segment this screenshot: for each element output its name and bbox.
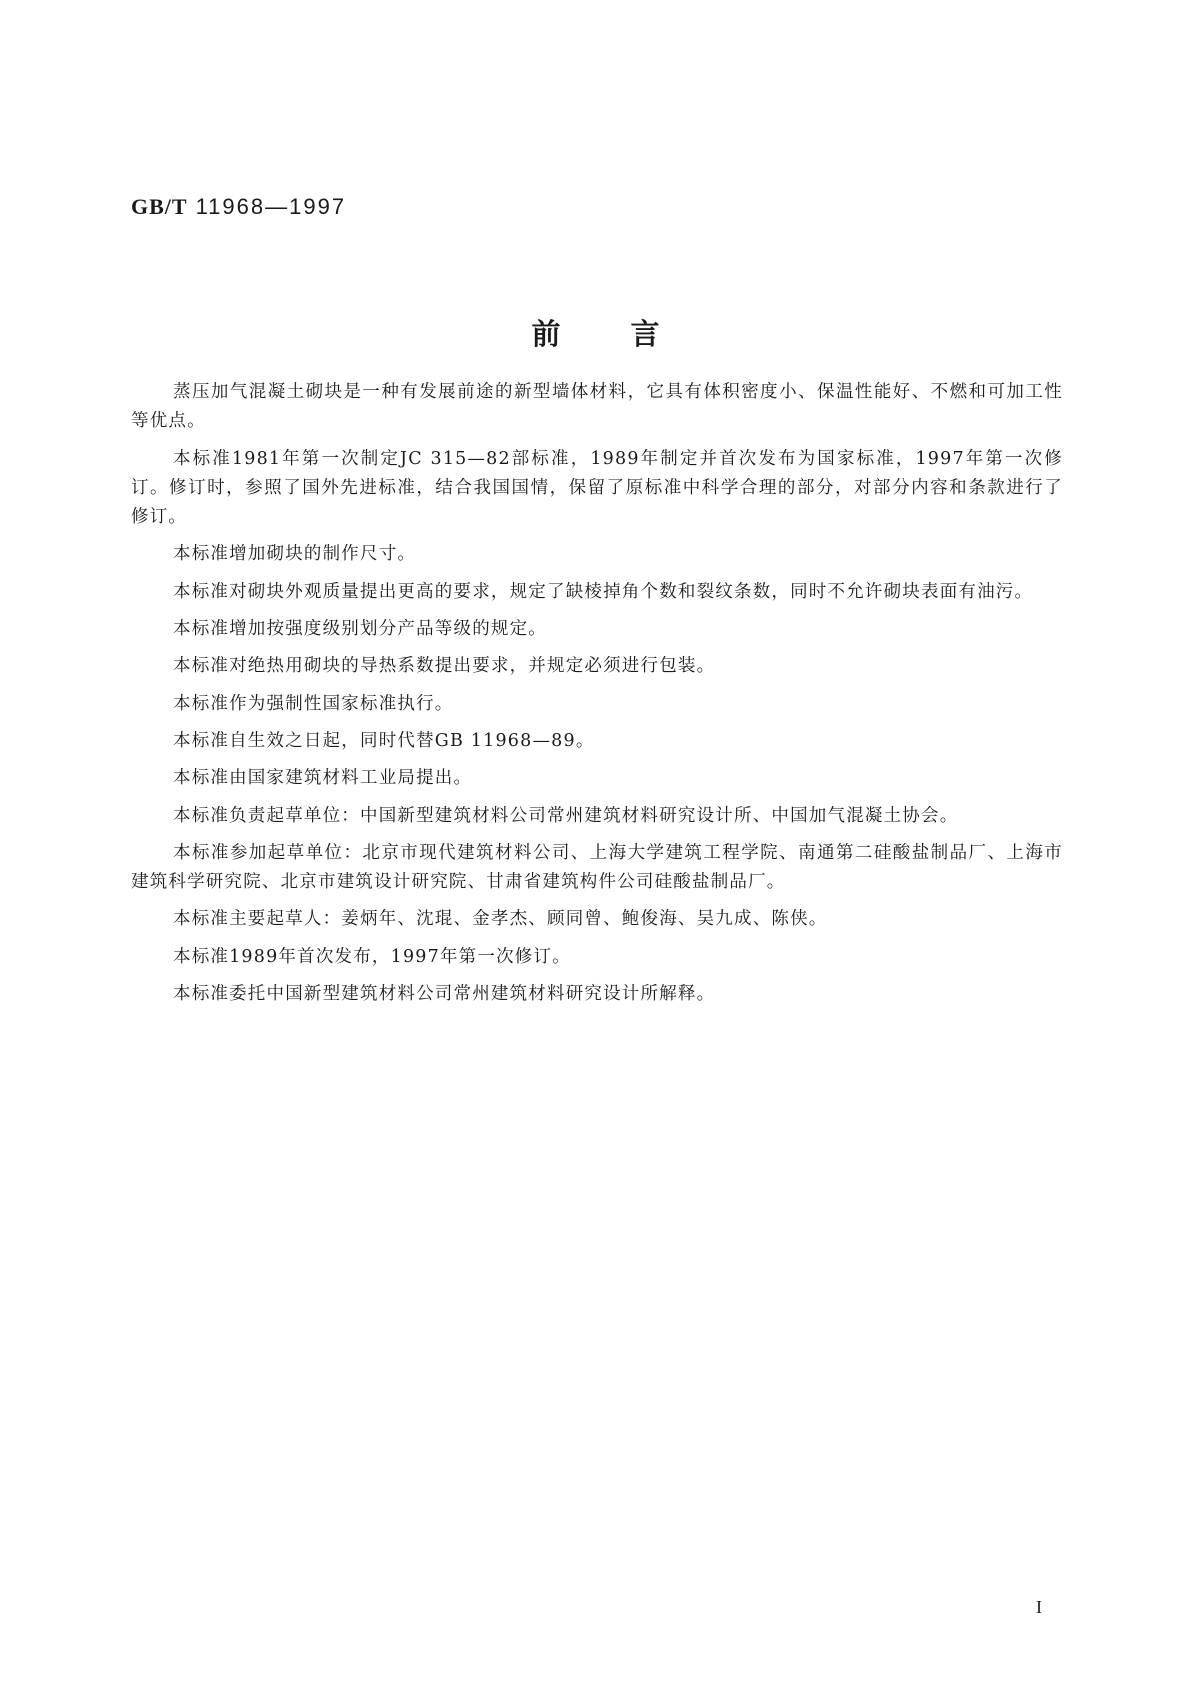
paragraph: 本标准作为强制性国家标准执行。: [173, 693, 454, 714]
standard-code-number: 11968—1997: [195, 194, 347, 219]
paragraph: 本标准负责起草单位：中国新型建筑材料公司常州建筑材料研究设计所、中国加气混凝土协会。: [173, 805, 959, 826]
paragraph: 本标准增加按强度级别划分产品等级的规定。: [173, 619, 547, 640]
paragraph: 蒸压加气混凝土砌块是一种有发展前途的新型墙体材料，它具有体积密度小、保温性能好、不燃和可加工性等优点。: [131, 382, 1063, 432]
paragraph: 本标准1989年首次发布，1997年第一次修订。: [173, 946, 571, 967]
paragraph: 本标准由国家建筑材料工业局提出。: [173, 768, 473, 789]
foreword-body: [131, 378, 1063, 1017]
paragraph: 本标准委托中国新型建筑材料公司常州建筑材料研究设计所解释。: [173, 984, 716, 1005]
paragraph: 本标准1981年第一次制定JC 315—82部标准，1989年制定并首次发布为国家标准，1997年第一次修订。修订时，参照了国外先进标准，结合我国国情，保留了原标准中科学合理的部分，对部分内容和条款进行了修订。: [131, 448, 1063, 528]
paragraph: 本标准对砌块外观质量提出更高的要求，规定了缺棱掉角个数和裂纹条数，同时不允许砌块表面有油污。: [173, 581, 1034, 602]
paragraph: 本标准参加起草单位：北京市现代建筑材料公司、上海大学建筑工程学院、南通第二硅酸盐制品厂、上海市建筑科学研究院、北京市建筑设计研究院、甘肃省建筑构件公司硅酸盐制品厂。: [131, 842, 1063, 893]
page-title: 前言: [531, 317, 730, 351]
paragraph: 本标准自生效之日起，同时代替GB 11968—89。: [173, 730, 595, 751]
paragraph: 本标准主要起草人：姜炳年、沈琨、金孝杰、顾同曾、鲍俊海、吴九成、陈侠。: [173, 909, 828, 930]
standard-code: [131, 194, 346, 220]
standard-code-prefix: GB/T: [131, 194, 188, 219]
page-number: I: [1036, 1597, 1042, 1617]
paragraph: 本标准增加砌块的制作尺寸。: [173, 544, 417, 565]
paragraph: 本标准对绝热用砌块的导热系数提出要求，并规定必须进行包装。: [173, 656, 716, 677]
